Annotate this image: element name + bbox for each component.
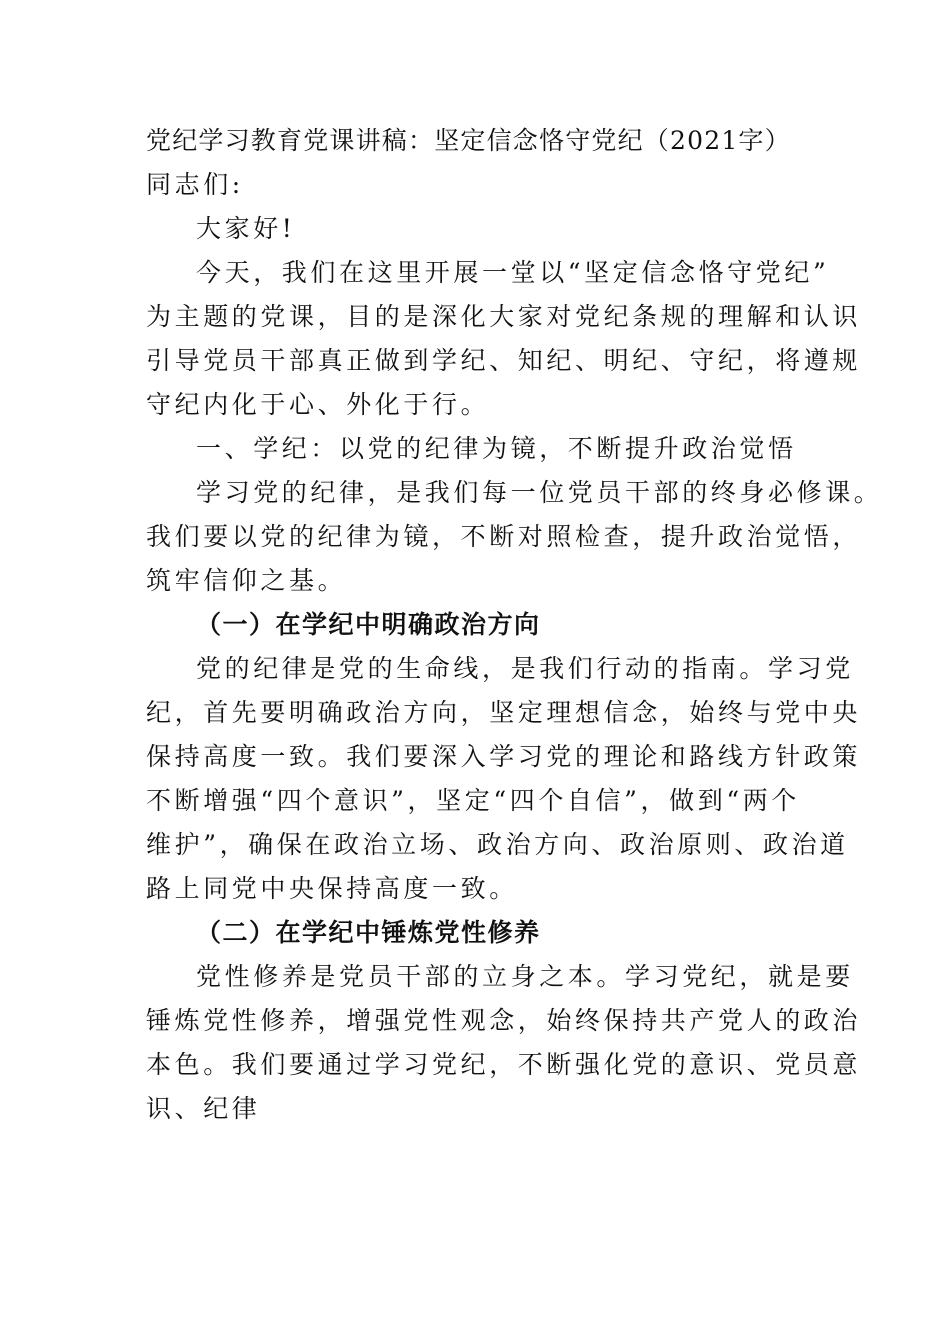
paragraph-line: 守纪内化于心、外化于行。 [146, 390, 490, 419]
paragraph-line: 识、纪律 [146, 1094, 261, 1123]
paragraph-line: 我们要以党的纪律为镜，不断对照检查，提升政治觉悟， [146, 522, 862, 551]
section-heading: 一、学纪：以党的纪律为镜，不断提升政治觉悟 [196, 434, 797, 463]
paragraph-line: 纪，首先要明确政治方向，坚定理想信念，始终与党中央 [146, 698, 862, 727]
subsection-heading: （二）在学纪中锤炼党性修养 [196, 918, 541, 947]
paragraph-line: 维护”，确保在政治立场、政治方向、政治原则、政治道 [146, 830, 849, 859]
paragraph-line: 引导党员干部真正做到学纪、知纪、明纪、守纪，将遵规 [146, 346, 862, 375]
document-title: 党纪学习教育党课讲稿：坚定信念恪守党纪（2021字） [146, 126, 791, 155]
paragraph-line: 为主题的党课，目的是深化大家对党纪条规的理解和认识 [146, 302, 862, 331]
paragraph-line: 锤炼党性修养，增强党性观念，始终保持共产党人的政治 [146, 1006, 862, 1035]
paragraph-line: 不断增强“四个意识”，坚定“四个自信”，做到“两个 [146, 786, 800, 815]
greeting: 大家好! [196, 214, 296, 243]
salutation: 同志们: [146, 170, 244, 199]
paragraph-line: 保持高度一致。我们要深入学习党的理论和路线方针政策 [146, 742, 862, 771]
paragraph-line: 党的纪律是党的生命线，是我们行动的指南。学习党 [196, 654, 854, 683]
paragraph-line: 今天，我们在这里开展一堂以“坚定信念恪守党纪” [196, 258, 830, 287]
paragraph-line: 学习党的纪律，是我们每一位党员干部的终身必修课。 [196, 478, 883, 507]
paragraph-line: 路上同党中央保持高度一致。 [146, 874, 518, 903]
paragraph-line: 本色。我们要通过学习党纪，不断强化党的意识、党员意 [146, 1050, 862, 1079]
paragraph-line: 筑牢信仰之基。 [146, 566, 347, 595]
subsection-heading: （一）在学纪中明确政治方向 [196, 610, 541, 639]
paragraph-line: 党性修养是党员干部的立身之本。学习党纪，就是要 [196, 962, 854, 991]
